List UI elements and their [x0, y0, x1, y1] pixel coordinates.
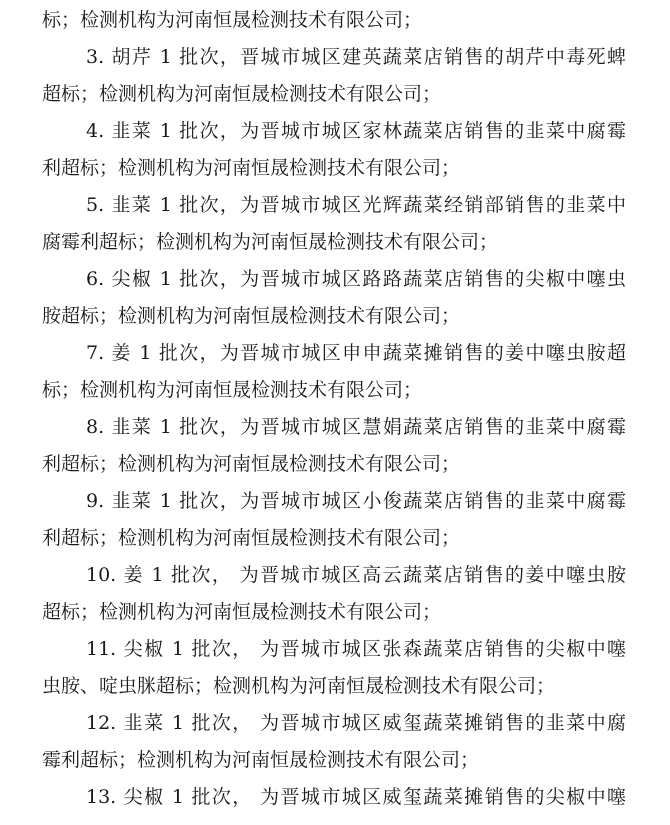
item-first-line: 6. 尖椒 1 批次，为晋城市城区路路蔬菜店销售的尖椒中噻虫 [86, 268, 626, 290]
item-first-line: 4. 韭菜 1 批次，为晋城市城区家林蔬菜店销售的韭菜中腐霉 [86, 120, 626, 142]
text-line: 标；检测机构为河南恒晟检测技术有限公司； [42, 379, 423, 401]
text-line: 虫胺、啶虫脒超标；检测机构为河南恒晟检测技术有限公司； [42, 675, 556, 697]
text-line: 超标；检测机构为河南恒晟检测技术有限公司； [42, 83, 442, 105]
text-line: 标；检测机构为河南恒晟检测技术有限公司； [42, 9, 423, 31]
item-first-line: 10. 姜 1 批次， 为晋城市城区高云蔬菜店销售的姜中噻虫胺 [86, 564, 626, 586]
item-first-line: 12. 韭菜 1 批次， 为晋城市城区威玺蔬菜摊销售的韭菜中腐 [86, 712, 626, 734]
item-first-line: 5. 韭菜 1 批次，为晋城市城区光辉蔬菜经销部销售的韭菜中 [86, 194, 626, 216]
text-line: 利超标；检测机构为河南恒晟检测技术有限公司； [42, 157, 461, 179]
item-first-line: 3. 胡芹 1 批次，晋城市城区建英蔬菜店销售的胡芹中毒死蜱 [86, 46, 626, 68]
item-first-line: 11. 尖椒 1 批次， 为晋城市城区张森蔬菜店销售的尖椒中噻 [86, 638, 626, 660]
text-line: 腐霉利超标；检测机构为河南恒晟检测技术有限公司； [42, 231, 499, 253]
text-line: 霉利超标；检测机构为河南恒晟检测技术有限公司； [42, 749, 480, 771]
item-first-line: 8. 韭菜 1 批次，为晋城市城区慧娟蔬菜店销售的韭菜中腐霉 [86, 416, 626, 438]
text-line: 超标；检测机构为河南恒晟检测技术有限公司； [42, 601, 442, 623]
item-first-line: 7. 姜 1 批次，为晋城市城区申申蔬菜摊销售的姜中噻虫胺超 [86, 342, 626, 364]
item-first-line: 13. 尖椒 1 批次， 为晋城市城区威玺蔬菜摊销售的尖椒中噻 [86, 786, 626, 808]
text-line: 利超标；检测机构为河南恒晟检测技术有限公司； [42, 453, 461, 475]
item-first-line: 9. 韭菜 1 批次，为晋城市城区小俊蔬菜店销售的韭菜中腐霉 [86, 490, 626, 512]
text-line: 胺超标；检测机构为河南恒晟检测技术有限公司； [42, 305, 461, 327]
text-line: 利超标；检测机构为河南恒晟检测技术有限公司； [42, 527, 461, 549]
